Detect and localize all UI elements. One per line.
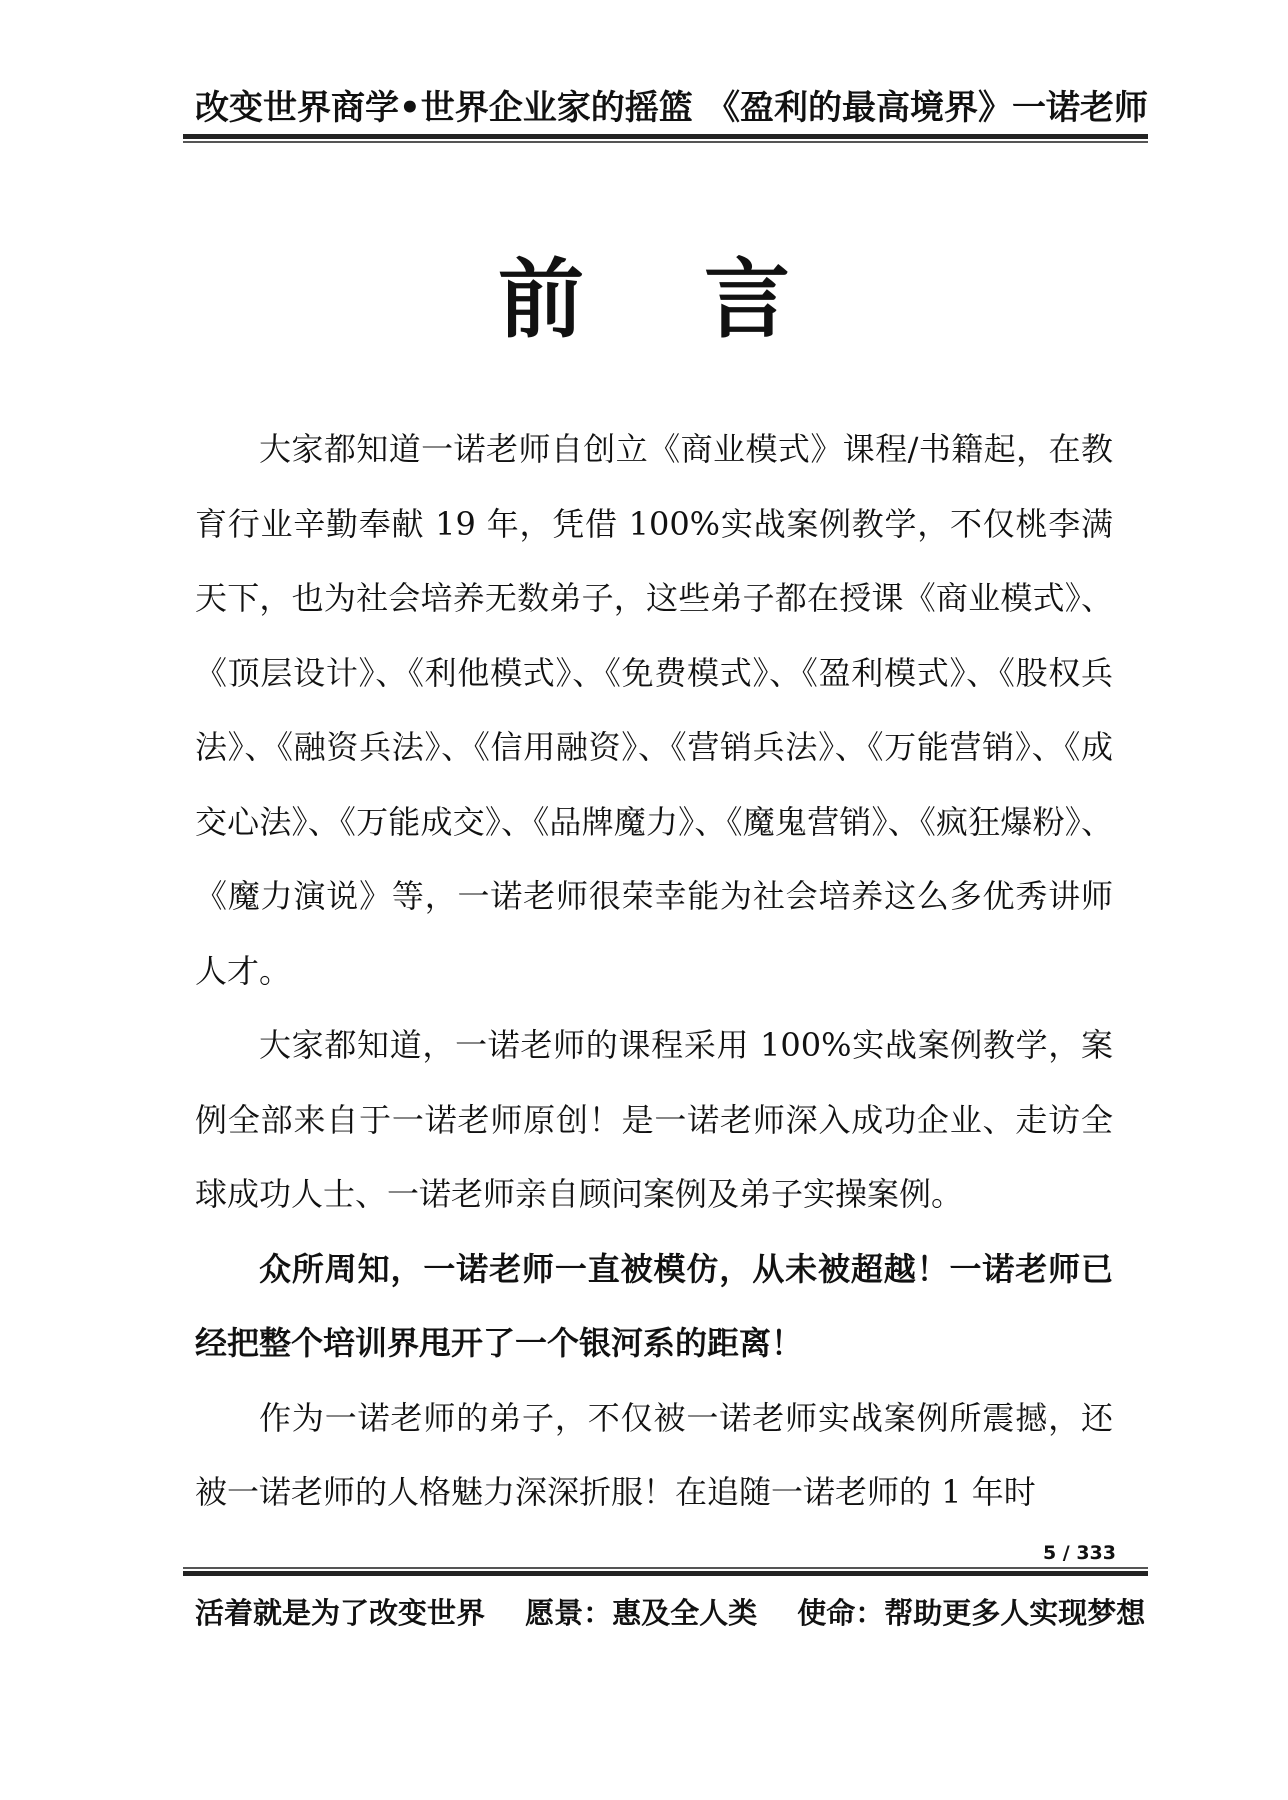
footer-tagline: 活着就是为了改变世界 [195, 1596, 486, 1630]
footer-rule-thin [183, 1567, 1148, 1569]
header-right-title: 《盈利的最高境界》一诺老师 [706, 88, 1148, 128]
page-header [183, 84, 1148, 132]
footer-rule-thick [183, 1571, 1148, 1576]
header-rule-thin [183, 141, 1148, 143]
body-text [195, 412, 1113, 1530]
paragraph-1: 大家都知道一诺老师自创立《商业模式》课程/书籍起，在教育行业辛勤奉献 19 年，凭借 100%实战案例教学，不仅桃李满天下，也为社会培养无数弟子，这些弟子都在授课《商业模式》、《顶层设计》、《利他模式》、《免费模式》、《盈利模式》、《股权兵法》、《融资兵法》、《信用融资》、《营销兵法》、《万能营销》、《成交心法》、《万能成交》、《品牌魔力》、《魔鬼营销》、《疯狂爆粉》、《魔力演说》等，一诺老师很荣幸能为社会培养这么多优秀讲师人才。 [195, 430, 1113, 990]
page-footer [195, 1591, 1146, 1635]
paragraph-4: 作为一诺老师的弟子，不仅被一诺老师实战案例所震撼，还被一诺老师的人格魅力深深折服！在追随一诺老师的 1 年时 [195, 1398, 1113, 1511]
footer-vision: 愿景：惠及全人类 [525, 1596, 758, 1630]
paragraph-3-emphasis: 众所周知，一诺老师一直被模仿，从未被超越！一诺老师已经把整个培训界甩开了一个银河系的距离！ [195, 1249, 1113, 1362]
page-number: 5 / 333 [1042, 1542, 1116, 1564]
footer-mission: 使命：帮助更多人实现梦想 [797, 1596, 1146, 1630]
header-rule-thick [183, 134, 1148, 139]
paragraph-2: 大家都知道，一诺老师的课程采用 100%实战案例教学，案例全部来自于一诺老师原创！是一诺老师深入成功企业、走访全球成功人士、一诺老师亲自顾问案例及弟子实操案例。 [195, 1026, 1113, 1213]
page-title: 前言 [498, 250, 910, 350]
header-left-title: 改变世界商学•世界企业家的摇篮 [195, 88, 693, 128]
